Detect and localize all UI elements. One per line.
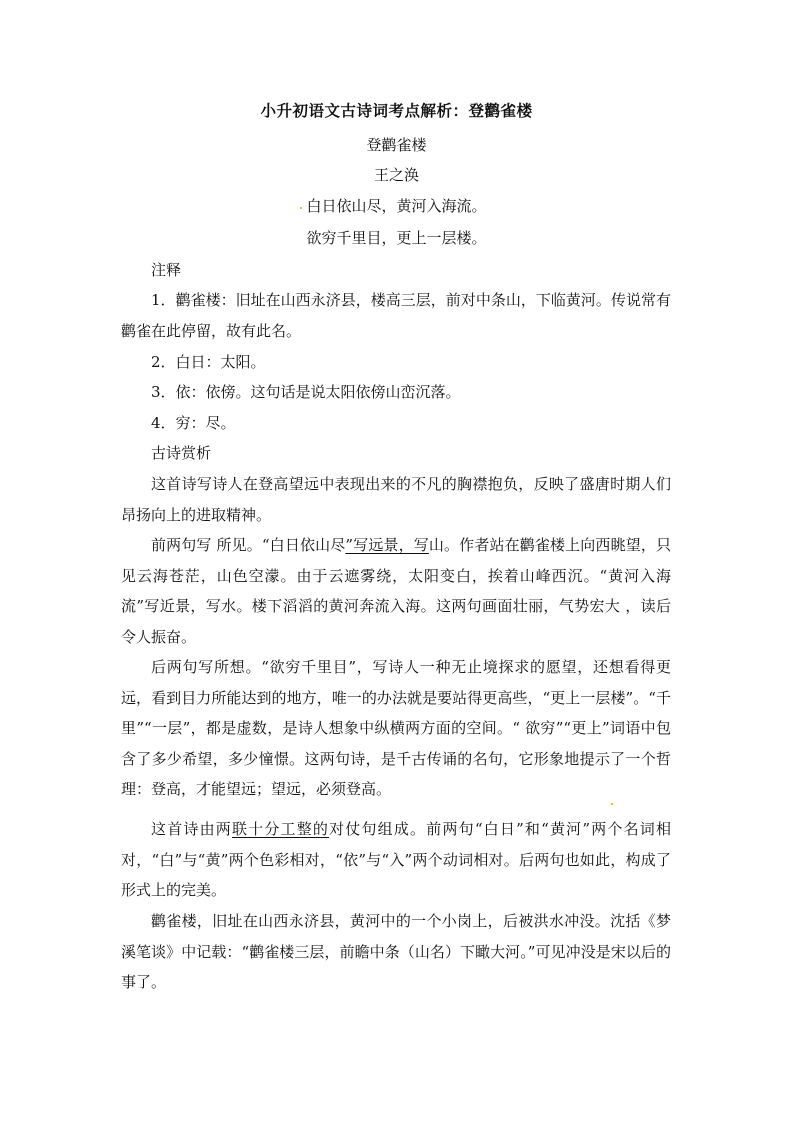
speck-mark	[611, 803, 613, 805]
paragraph-4-underlined: 联十分工整的	[231, 820, 330, 838]
note-3: 3．依：依傍。这句话是说太阳依傍山峦沉落。	[151, 383, 461, 401]
note-4: 4．穷：尽。	[151, 414, 236, 432]
appreciation-paragraph-3: 后两句写所想。“欲穷千里目”，写诗人一种无止境探求的愿望，还想看得更远，看到目力所能达到的地方，唯一的办法就是要站得更高些，“更上一层楼”。“千里”“一层”，都是虚数，是诗人想象中纵横两方面的空间。“ 欲穷”“更上”词语中包含了多少希望，多少憧憬。这两句诗，是千古传诵的名句，它形象地提示了一个哲理：登高，才能望远；望远，必须登高。	[121, 658, 671, 798]
poem-line-2: 欲穷千里目，更上一层楼。	[306, 229, 487, 247]
appreciation-paragraph-2	[121, 530, 671, 652]
notes-heading: 注释	[151, 261, 182, 279]
note-1: 1．鹳雀楼：旧址在山西永济县，楼高三层，前对中条山，下临黄河。传说常有鹳雀在此停留，故有此名。	[121, 291, 671, 340]
speck-mark	[300, 207, 302, 209]
appreciation-paragraph-4	[121, 814, 671, 906]
poem-author: 王之涣	[373, 166, 419, 184]
document-title: 小升初语文古诗词考点解析：登鹳雀楼	[260, 102, 533, 120]
appreciation-heading: 古诗赏析	[151, 444, 212, 462]
note-2: 2．白日：太阳。	[151, 353, 266, 371]
paragraph-4-part-a: 这首诗由两	[151, 820, 232, 838]
appreciation-paragraph-5: 鹳雀楼，旧址在山西永济县，黄河中的一个小岗上，后被洪水冲没。沈括《梦溪笔谈》中记载：“鹳雀楼三层，前瞻中条（山名）下瞰大河。”可见冲没是宋以后的事了。	[121, 912, 671, 991]
poem-line-1: 白日依山尽，黄河入海流。	[306, 197, 487, 215]
paragraph-2-underlined: ”写远景，写	[345, 536, 429, 554]
paragraph-4-part-b: 对仗句组成。前两句“白日”和“黄河”两个名词相对，“白”与“黄”两个色彩相对，“依”与“入”两个动词相对。后两句也如此，构成了形式上的完美。	[121, 820, 671, 899]
paragraph-2-part-a: 前两句写 所见。“白日依山尽	[151, 536, 346, 554]
paragraph-2-part-b: 山。作者站在鹳雀楼上向西眺望，只见云海苍茫，山色空濛。由于云遮雾绕，太阳变白，挨着山峰西沉。“黄河入海流”写近景，写水。楼下滔滔的黄河奔流入海。这两句画面壮丽，气势宏大 ，读后令人振奋。	[121, 536, 671, 646]
appreciation-paragraph-1: 这首诗写诗人在登高望远中表现出来的不凡的胸襟抱负，反映了盛唐时期人们昂扬向上的进取精神。	[121, 475, 671, 524]
poem-title: 登鹳雀楼	[366, 136, 427, 154]
